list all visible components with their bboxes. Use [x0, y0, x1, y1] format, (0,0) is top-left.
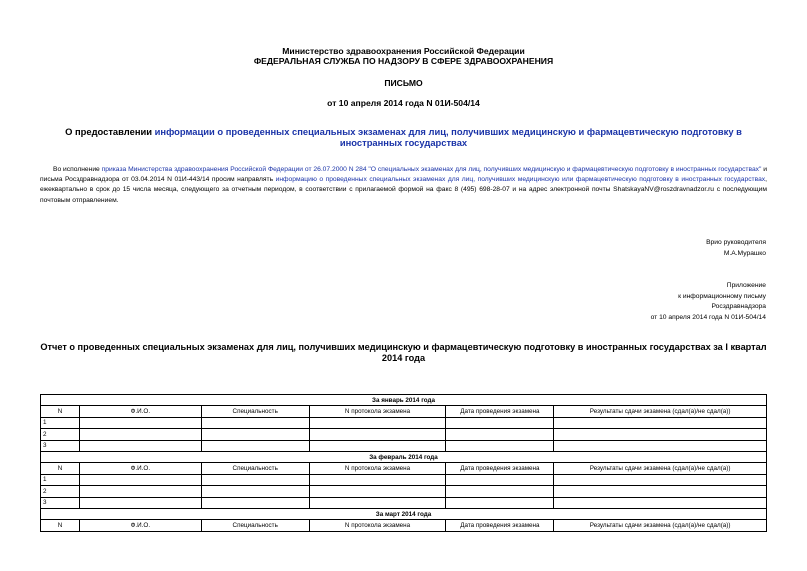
table-cell — [309, 440, 446, 451]
table-cell — [79, 417, 201, 428]
body-text-3: , ежеквартально в срок до 15 числа месяца, следующего за отчетным периодом, в соответствии с прилагаемой формой на факс 8 (495) 698-28-07 и на адрес электронной почты ShatskayaNV@roszdravnadzor.ru с последующим почтовым отправлением. — [40, 176, 767, 204]
table-row — [41, 497, 767, 508]
body-text-2: и письма Росздравнадзора от 03.04.2014 N 01И-443/14 просим направлять — [40, 166, 768, 184]
table-cell — [554, 474, 767, 485]
table-cell — [309, 486, 446, 497]
column-header: N протокола экзамена — [309, 463, 446, 474]
column-header: Результаты сдачи экзамена (сдал(а)/не сдал(а)) — [554, 406, 767, 417]
column-header: Результаты сдачи экзамена (сдал(а)/не сдал(а)) — [554, 463, 767, 474]
column-header: Ф.И.О. — [79, 406, 201, 417]
signature-name: М.А.Мурашко — [723, 249, 766, 257]
table-cell — [201, 497, 309, 508]
column-header: Специальность — [201, 463, 309, 474]
table-row — [41, 486, 767, 497]
column-header: N протокола экзамена — [309, 406, 446, 417]
column-header: Ф.И.О. — [79, 463, 201, 474]
table-row — [41, 440, 767, 451]
table-cell — [446, 417, 554, 428]
column-header: N — [41, 520, 80, 531]
table-cell — [309, 429, 446, 440]
table-row — [41, 474, 767, 485]
table-cell — [79, 486, 201, 497]
row-number: 1 — [41, 474, 80, 485]
information-link[interactable]: информацию о проведенных специальных экзаменах для лиц, получивших медицинскую или фармацевтическую подготовку в иностранных государствах — [275, 176, 766, 184]
table-cell — [446, 486, 554, 497]
table-cell — [446, 429, 554, 440]
appendix-line-4: от 10 апреля 2014 года N 01И-504/14 — [650, 313, 766, 321]
month-label: За январь 2014 года — [41, 395, 767, 406]
month-row — [41, 395, 767, 406]
month-row — [41, 451, 767, 462]
column-header: Специальность — [201, 406, 309, 417]
column-header: Результаты сдачи экзамена (сдал(а)/не сдал(а)) — [554, 520, 767, 531]
table-cell — [309, 417, 446, 428]
table-cell — [201, 440, 309, 451]
column-header: Дата проведения экзамена — [446, 463, 554, 474]
body-text-1: Во исполнение — [53, 166, 102, 173]
table-cell — [79, 497, 201, 508]
column-header: N — [41, 463, 80, 474]
appendix-line-3: Росздравнадзора — [711, 303, 766, 310]
letter-subject — [40, 126, 767, 148]
row-number: 3 — [41, 497, 80, 508]
table-cell — [309, 474, 446, 485]
column-header: Дата проведения экзамена — [446, 406, 554, 417]
table-cell — [201, 417, 309, 428]
service-name: ФЕДЕРАЛЬНАЯ СЛУЖБА ПО НАДЗОРУ В СФЕРЕ ЗДРАВООХРАНЕНИЯ — [253, 56, 554, 66]
table-cell — [201, 429, 309, 440]
column-header: Специальность — [201, 520, 309, 531]
table-row — [41, 417, 767, 428]
table-cell — [201, 474, 309, 485]
row-number: 3 — [41, 440, 80, 451]
row-number: 2 — [41, 429, 80, 440]
table-cell — [79, 440, 201, 451]
table-cell — [554, 497, 767, 508]
column-header-row — [41, 463, 767, 474]
row-number: 1 — [41, 417, 80, 428]
table-cell — [201, 486, 309, 497]
column-header: N — [41, 406, 80, 417]
appendix-line-2: к информационному письму — [678, 292, 766, 300]
column-header-row — [41, 406, 767, 417]
month-row — [41, 508, 767, 519]
table-cell — [446, 440, 554, 451]
table-cell — [79, 429, 201, 440]
table-cell — [554, 440, 767, 451]
table-cell — [554, 486, 767, 497]
table-cell — [554, 429, 767, 440]
row-number: 2 — [41, 486, 80, 497]
subject-prefix: О предоставлении — [65, 126, 155, 137]
month-label: За март 2014 года — [41, 508, 767, 519]
table-cell — [554, 417, 767, 428]
table-cell — [446, 497, 554, 508]
column-header-row — [41, 520, 767, 531]
report-table — [40, 394, 767, 532]
column-header: N протокола экзамена — [309, 520, 446, 531]
table-cell — [79, 474, 201, 485]
appendix-block — [651, 281, 766, 323]
document-date-number: от 10 апреля 2014 года N 01И-504/14 — [327, 98, 480, 108]
order-link[interactable]: приказа Министерства здравоохранения Российской Федерации от 26.07.2000 N 284 "О специальных экзаменах для лиц, получивших медицинскую и фармацевтическую подготовку в иностранных государствах" — [101, 166, 762, 173]
subject-link[interactable]: информации о проведенных специальных экзаменах для лиц, получивших медицинскую и фармацевтическую подготовку в иностранных государствах — [154, 126, 742, 148]
table-cell — [446, 474, 554, 485]
ministry-name: Министерство здравоохранения Российской Федерации — [282, 46, 525, 56]
document-type: ПИСЬМО — [384, 78, 423, 88]
column-header: Ф.И.О. — [79, 520, 201, 531]
appendix-line-1: Приложение — [726, 282, 766, 289]
table-row — [41, 429, 767, 440]
report-title: Отчет о проведенных специальных экзаменах для лиц, получивших медицинскую и фармацевтическую подготовку в иностранных государствах за I квартал 2014 года — [40, 342, 767, 363]
signature-block — [706, 238, 766, 259]
column-header: Дата проведения экзамена — [446, 520, 554, 531]
letter-body — [40, 165, 767, 206]
table-cell — [309, 497, 446, 508]
signature-role: Врио руководителя — [706, 239, 766, 246]
month-label: За февраль 2014 года — [41, 451, 767, 462]
